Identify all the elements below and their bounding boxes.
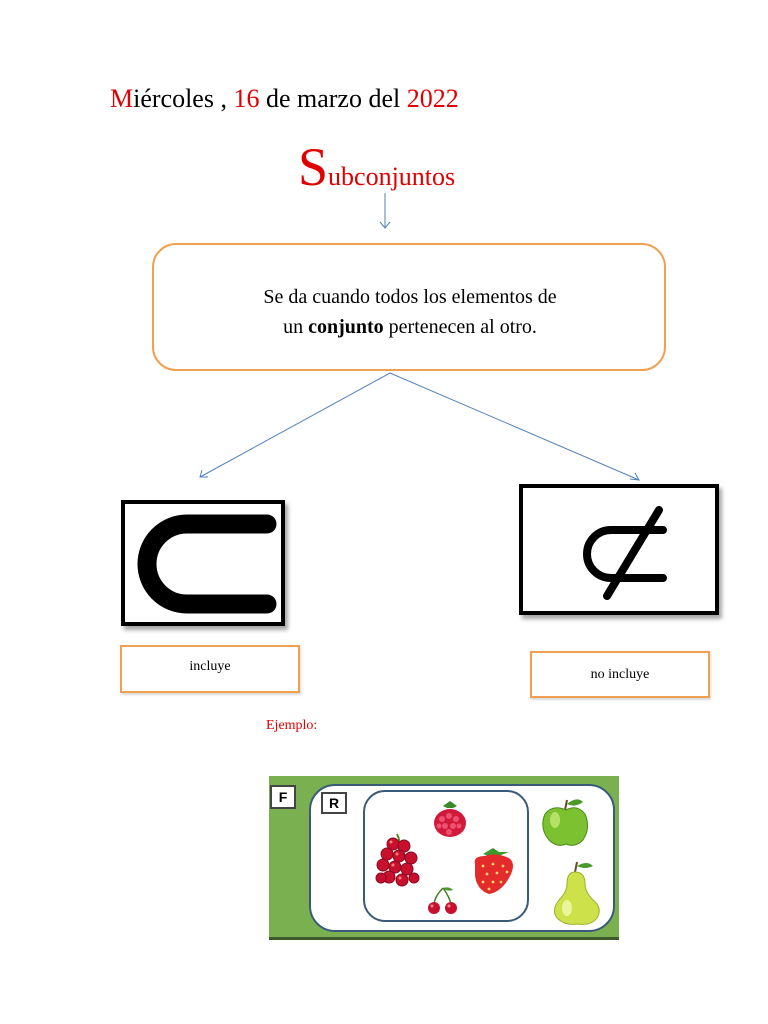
example-picture — [269, 776, 619, 940]
raspberry-icon — [429, 798, 471, 840]
date-year: 2022 — [406, 84, 459, 113]
definition-line-1: Se da cuando todos los elementos de — [263, 286, 557, 308]
subset-symbol-box — [121, 500, 285, 626]
cherries-icon — [425, 886, 461, 916]
date-initial: M — [110, 84, 134, 113]
redcurrant-icon — [373, 832, 423, 890]
title-rest: ubconjuntos — [328, 162, 456, 191]
definition-line-2-pre: un — [283, 316, 309, 338]
pear-icon — [547, 860, 607, 926]
date-weekday: iércoles , — [133, 84, 234, 113]
subset-icon — [125, 504, 281, 622]
title-initial: S — [298, 137, 329, 197]
not-subset-icon — [523, 488, 715, 611]
definition-keyword: conjunto — [308, 316, 384, 338]
example-heading: Ejemplo: — [266, 718, 318, 733]
definition-text — [200, 282, 620, 342]
not-subset-symbol-box — [519, 484, 719, 615]
date-day: 16 — [233, 84, 260, 113]
label-incluye: incluye — [120, 645, 300, 693]
example-baseline — [269, 937, 619, 940]
arrow-to-not-subset — [390, 373, 639, 480]
definition-line-2 — [200, 312, 620, 342]
strawberry-icon — [465, 842, 521, 898]
set-f-label: F — [270, 785, 296, 809]
set-r-label: R — [321, 792, 347, 814]
date-month: de marzo del — [259, 84, 407, 113]
definition-line-2-post: pertenecen al otro. — [383, 316, 537, 338]
label-no-incluye: no incluye — [530, 651, 710, 698]
arrow-to-subset — [200, 373, 390, 477]
apple-icon — [539, 796, 593, 850]
